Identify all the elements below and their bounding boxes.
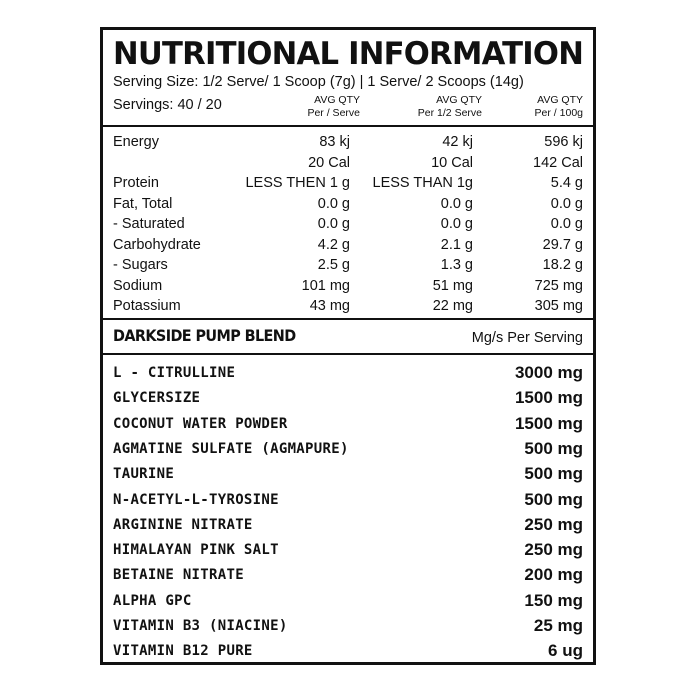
value-per-serve: LESS THEN 1 g: [245, 175, 350, 191]
ingredient-name: COCONUT WATER POWDER: [113, 415, 288, 432]
nutrient-label: Energy: [113, 134, 159, 150]
ingredient-row: [103, 589, 593, 613]
value-per-100g: 596 kj: [544, 134, 583, 150]
ingredient-amount: 1500 mg: [514, 413, 583, 433]
nutrient-row: [103, 173, 593, 193]
nutrient-row: [103, 255, 593, 275]
ingredient-amount: 500 mg: [524, 464, 583, 484]
ingredient-row: [103, 639, 593, 663]
ingredient-amount: 150 mg: [524, 590, 583, 610]
nutrient-label: Fat, Total: [113, 195, 173, 212]
value-per-100g: 29.7 g: [542, 236, 583, 253]
value-per-half-serve: 2.1 g: [440, 236, 473, 253]
header-divider: [103, 125, 593, 127]
ingredient-name: HIMALAYAN PINK SALT: [113, 542, 279, 559]
blend-divider: [103, 318, 593, 320]
value-per-half-serve: 22 mg: [432, 298, 473, 314]
ingredient-name: L - CITRULLINE: [113, 365, 236, 381]
ingredient-row: [103, 437, 593, 461]
value-per-half-serve: 0.0 g: [440, 195, 473, 212]
value-per-half-serve: 42 kj: [442, 134, 473, 150]
value-per-half-serve: 0.0 g: [440, 216, 473, 232]
ingredient-row: [103, 361, 593, 385]
ingredient-name: TAURINE: [113, 466, 175, 483]
column-header-line1: AVG QTY: [436, 94, 482, 106]
column-header-per-serve: [307, 94, 360, 120]
ingredient-row: [103, 538, 593, 562]
column-header-line2: Per / Serve: [307, 107, 360, 119]
nutrient-label: - Saturated: [113, 216, 185, 232]
value-per-serve: 0.0 g: [317, 216, 350, 232]
ingredient-name: ALPHA GPC: [113, 592, 192, 609]
value-per-half-serve: 10 Cal: [431, 154, 473, 171]
panel-title: NUTRITIONAL INFORMATION: [113, 36, 584, 72]
value-per-100g: 305 mg: [534, 298, 583, 314]
ingredient-amount: 500 mg: [524, 438, 583, 458]
ingredient-row: [103, 386, 593, 410]
ingredient-amount: 25 mg: [533, 616, 583, 635]
value-per-serve: 0.0 g: [317, 195, 350, 212]
blend-column-header: Mg/s Per Serving: [471, 330, 583, 346]
nutrient-label: Sodium: [113, 277, 163, 294]
ingredient-name: VITAMIN B12 PURE: [113, 643, 253, 660]
value-per-100g: 18.2 g: [542, 257, 583, 273]
ingredient-amount: 500 mg: [524, 489, 583, 509]
value-per-100g: 0.0 g: [550, 195, 583, 212]
ingredient-row: [103, 563, 593, 587]
ingredient-amount: 250 mg: [524, 514, 583, 534]
ingredient-name: GLYCERSIZE: [113, 390, 201, 407]
nutrient-label: Protein: [113, 175, 159, 191]
serving-size: Serving Size: 1/2 Serve/ 1 Scoop (7g) | 1 Serve/ 2 Scoops (14g): [113, 74, 524, 90]
ingredient-row: [103, 488, 593, 512]
ingredient-row: [103, 412, 593, 436]
value-per-half-serve: 1.3 g: [440, 257, 473, 273]
ingredient-name: AGMATINE SULFATE (AGMAPURE): [113, 440, 349, 457]
value-per-100g: 725 mg: [534, 277, 583, 294]
nutrient-label: Carbohydrate: [113, 236, 201, 253]
nutrient-row: [103, 296, 593, 316]
ingredient-row: [103, 462, 593, 486]
ingredient-amount: 1500 mg: [514, 388, 583, 408]
column-header-line1: AVG QTY: [537, 94, 583, 106]
servings-count: Servings: 40 / 20: [113, 97, 222, 113]
value-per-serve: 2.5 g: [317, 257, 350, 273]
column-header-line1: AVG QTY: [314, 94, 360, 106]
value-per-100g: 142 Cal: [533, 154, 583, 171]
value-per-100g: 5.4 g: [550, 175, 583, 191]
value-per-serve: 20 Cal: [308, 154, 350, 171]
value-per-serve: 4.2 g: [317, 236, 350, 253]
value-per-serve: 43 mg: [309, 298, 350, 314]
value-per-serve: 83 kj: [319, 134, 350, 150]
ingredient-name: BETAINE NITRATE: [113, 567, 244, 584]
ingredient-name: VITAMIN B3 (NIACINE): [113, 618, 288, 634]
value-per-half-serve: 51 mg: [432, 277, 473, 294]
nutrient-row: [103, 235, 593, 255]
column-header-line2: Per / 100g: [534, 107, 583, 119]
ingredient-amount: 3000 mg: [514, 363, 583, 382]
column-header-per-100g: [535, 94, 583, 120]
ingredient-amount: 6 ug: [548, 641, 583, 661]
value-per-100g: 0.0 g: [550, 216, 583, 232]
blend-header-divider: [103, 353, 593, 355]
value-per-serve: 101 mg: [301, 277, 350, 294]
ingredient-name: N-ACETYL-L-TYROSINE: [113, 491, 279, 508]
value-per-half-serve: LESS THAN 1g: [372, 175, 473, 191]
nutrient-row: [103, 194, 593, 214]
nutrition-panel: [100, 27, 596, 665]
nutrient-row: [103, 214, 593, 234]
column-header-per-half-serve: [418, 94, 482, 120]
ingredient-row: [103, 614, 593, 638]
nutrient-row: [103, 276, 593, 296]
ingredient-name: ARGININE NITRATE: [113, 516, 253, 533]
blend-title: DARKSIDE PUMP BLEND: [113, 326, 296, 345]
ingredient-amount: 250 mg: [524, 540, 583, 560]
column-header-line2: Per 1/2 Serve: [417, 107, 482, 119]
nutrient-label: - Sugars: [113, 257, 168, 273]
nutrient-row: [103, 132, 593, 152]
nutrient-label: Potassium: [113, 298, 181, 314]
ingredient-row: [103, 513, 593, 537]
ingredient-amount: 200 mg: [524, 565, 583, 585]
nutrient-row: [103, 153, 593, 173]
